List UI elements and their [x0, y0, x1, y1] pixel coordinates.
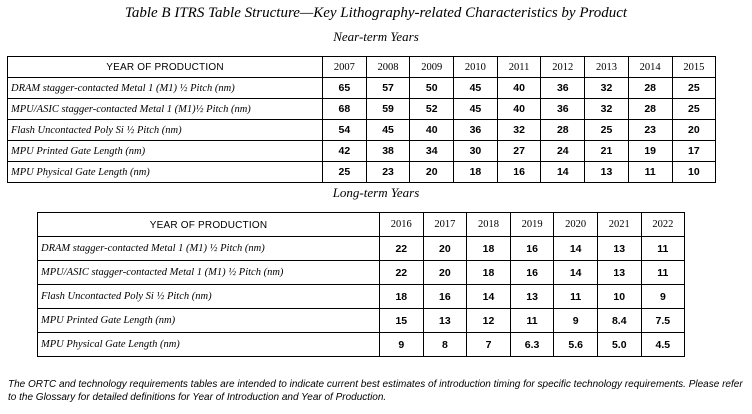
- table-cell: 28: [628, 99, 672, 120]
- long-term-subtitle: Long-term Years: [332, 185, 420, 200]
- year-header: 2007: [323, 57, 367, 78]
- table-cell: 32: [497, 120, 541, 141]
- table-cell: 8: [423, 333, 467, 357]
- table-title: Table B ITRS Table Structure—Key Lithography-related Characteristics by Product: [124, 5, 628, 21]
- table-cell: 9: [380, 333, 424, 357]
- table-cell: 16: [497, 162, 541, 183]
- table-cell: 13: [423, 309, 467, 333]
- year-header: 2013: [585, 57, 629, 78]
- table-cell: 32: [585, 78, 629, 99]
- long-term-table: [37, 212, 685, 357]
- table-row: [8, 141, 716, 162]
- table-cell: 18: [467, 237, 511, 261]
- table-cell: 25: [672, 99, 716, 120]
- table-row: [38, 309, 685, 333]
- table-row: [8, 78, 716, 99]
- near-term-table: [7, 56, 716, 183]
- table-cell: 40: [497, 78, 541, 99]
- table-row: [38, 333, 685, 357]
- year-of-production-label: YEAR OF PRODUCTION: [149, 219, 268, 231]
- table-cell: 23: [366, 162, 410, 183]
- table-cell: 8.4: [597, 309, 641, 333]
- table-cell: 59: [366, 99, 410, 120]
- table-cell: 18: [454, 162, 498, 183]
- year-of-production-header: [38, 213, 380, 237]
- table-cell: 12: [467, 309, 511, 333]
- row-label: MPU/ASIC stagger-contacted Metal 1 (M1) ½ Pitch (nm): [38, 261, 380, 285]
- table-cell: 20: [423, 261, 467, 285]
- near-term-header-row: [8, 57, 716, 78]
- year-header: 2011: [497, 57, 541, 78]
- year-header: 2021: [597, 213, 641, 237]
- table-cell: 7.5: [641, 309, 685, 333]
- year-header: 2008: [366, 57, 410, 78]
- year-header: 2014: [628, 57, 672, 78]
- table-cell: 54: [323, 120, 367, 141]
- near-term-subtitle: Near-term Years: [333, 29, 419, 44]
- year-header: 2017: [423, 213, 467, 237]
- year-header: 2009: [410, 57, 454, 78]
- table-cell: 13: [585, 162, 629, 183]
- table-cell: 20: [410, 162, 454, 183]
- table-cell: 14: [541, 162, 585, 183]
- table-cell: 16: [423, 285, 467, 309]
- table-cell: 21: [585, 141, 629, 162]
- table-cell: 30: [454, 141, 498, 162]
- table-cell: 57: [366, 78, 410, 99]
- table-cell: 36: [541, 78, 585, 99]
- table-cell: 36: [454, 120, 498, 141]
- row-label: MPU Printed Gate Length (nm): [38, 309, 380, 333]
- table-row: [8, 99, 716, 120]
- table-cell: 13: [597, 261, 641, 285]
- year-of-production-header: [8, 57, 323, 78]
- table-cell: 52: [410, 99, 454, 120]
- row-label: MPU Physical Gate Length (nm): [38, 333, 380, 357]
- table-cell: 14: [467, 285, 511, 309]
- table-cell: 5.6: [554, 333, 598, 357]
- table-cell: 4.5: [641, 333, 685, 357]
- row-label: DRAM stagger-contacted Metal 1 (M1) ½ Pitch (nm): [38, 237, 380, 261]
- footnote: The ORTC and technology requirements tables are intended to indicate current best estimates of introduction timing for specific technology requirements. Please refer to the Glossary for detailed definitions for Year of Introduction and Year of Production.: [8, 379, 743, 403]
- table-cell: 5.0: [597, 333, 641, 357]
- table-cell: 40: [410, 120, 454, 141]
- table-cell: 34: [410, 141, 454, 162]
- table-cell: 6.3: [510, 333, 554, 357]
- table-cell: 25: [672, 78, 716, 99]
- table-cell: 15: [380, 309, 424, 333]
- long-term-header-row: [38, 213, 685, 237]
- table-cell: 20: [423, 237, 467, 261]
- year-header: 2018: [467, 213, 511, 237]
- table-cell: 11: [628, 162, 672, 183]
- table-cell: 19: [628, 141, 672, 162]
- table-cell: 17: [672, 141, 716, 162]
- year-header: 2020: [554, 213, 598, 237]
- table-cell: 25: [585, 120, 629, 141]
- table-cell: 11: [554, 285, 598, 309]
- table-cell: 20: [672, 120, 716, 141]
- table-cell: 45: [454, 99, 498, 120]
- table-cell: 68: [323, 99, 367, 120]
- table-cell: 10: [597, 285, 641, 309]
- table-cell: 9: [554, 309, 598, 333]
- table-cell: 11: [641, 237, 685, 261]
- table-cell: 24: [541, 141, 585, 162]
- table-cell: 45: [366, 120, 410, 141]
- table-cell: 14: [554, 237, 598, 261]
- table-cell: 38: [366, 141, 410, 162]
- year-header: 2012: [541, 57, 585, 78]
- year-header: 2022: [641, 213, 685, 237]
- table-cell: 28: [541, 120, 585, 141]
- year-header: 2019: [510, 213, 554, 237]
- table-cell: 50: [410, 78, 454, 99]
- table-cell: 22: [380, 237, 424, 261]
- row-label: DRAM stagger-contacted Metal 1 (M1) ½ Pitch (nm): [8, 78, 323, 99]
- year-of-production-label: YEAR OF PRODUCTION: [106, 62, 224, 73]
- table-row: [8, 120, 716, 141]
- row-label: Flash Uncontacted Poly Si ½ Pitch (nm): [8, 120, 323, 141]
- table-cell: 7: [467, 333, 511, 357]
- year-header: 2016: [380, 213, 424, 237]
- table-cell: 18: [467, 261, 511, 285]
- table-cell: 11: [510, 309, 554, 333]
- table-cell: 22: [380, 261, 424, 285]
- table-cell: 11: [641, 261, 685, 285]
- year-header: 2010: [454, 57, 498, 78]
- table-cell: 32: [585, 99, 629, 120]
- table-cell: 10: [672, 162, 716, 183]
- table-row: [38, 261, 685, 285]
- row-label: MPU Physical Gate Length (nm): [8, 162, 323, 183]
- table-cell: 13: [510, 285, 554, 309]
- table-cell: 28: [628, 78, 672, 99]
- table-cell: 27: [497, 141, 541, 162]
- table-cell: 40: [497, 99, 541, 120]
- row-label: MPU Printed Gate Length (nm): [8, 141, 323, 162]
- table-row: [38, 237, 685, 261]
- table-cell: 13: [597, 237, 641, 261]
- table-cell: 65: [323, 78, 367, 99]
- table-cell: 45: [454, 78, 498, 99]
- table-cell: 42: [323, 141, 367, 162]
- table-row: [38, 285, 685, 309]
- table-cell: 14: [554, 261, 598, 285]
- table-cell: 25: [323, 162, 367, 183]
- table-cell: 9: [641, 285, 685, 309]
- table-row: [8, 162, 716, 183]
- table-cell: 18: [380, 285, 424, 309]
- table-cell: 36: [541, 99, 585, 120]
- table-cell: 16: [510, 261, 554, 285]
- table-cell: 16: [510, 237, 554, 261]
- year-header: 2015: [672, 57, 716, 78]
- row-label: MPU/ASIC stagger-contacted Metal 1 (M1)½ Pitch (nm): [8, 99, 323, 120]
- row-label: Flash Uncontacted Poly Si ½ Pitch (nm): [38, 285, 380, 309]
- table-cell: 23: [628, 120, 672, 141]
